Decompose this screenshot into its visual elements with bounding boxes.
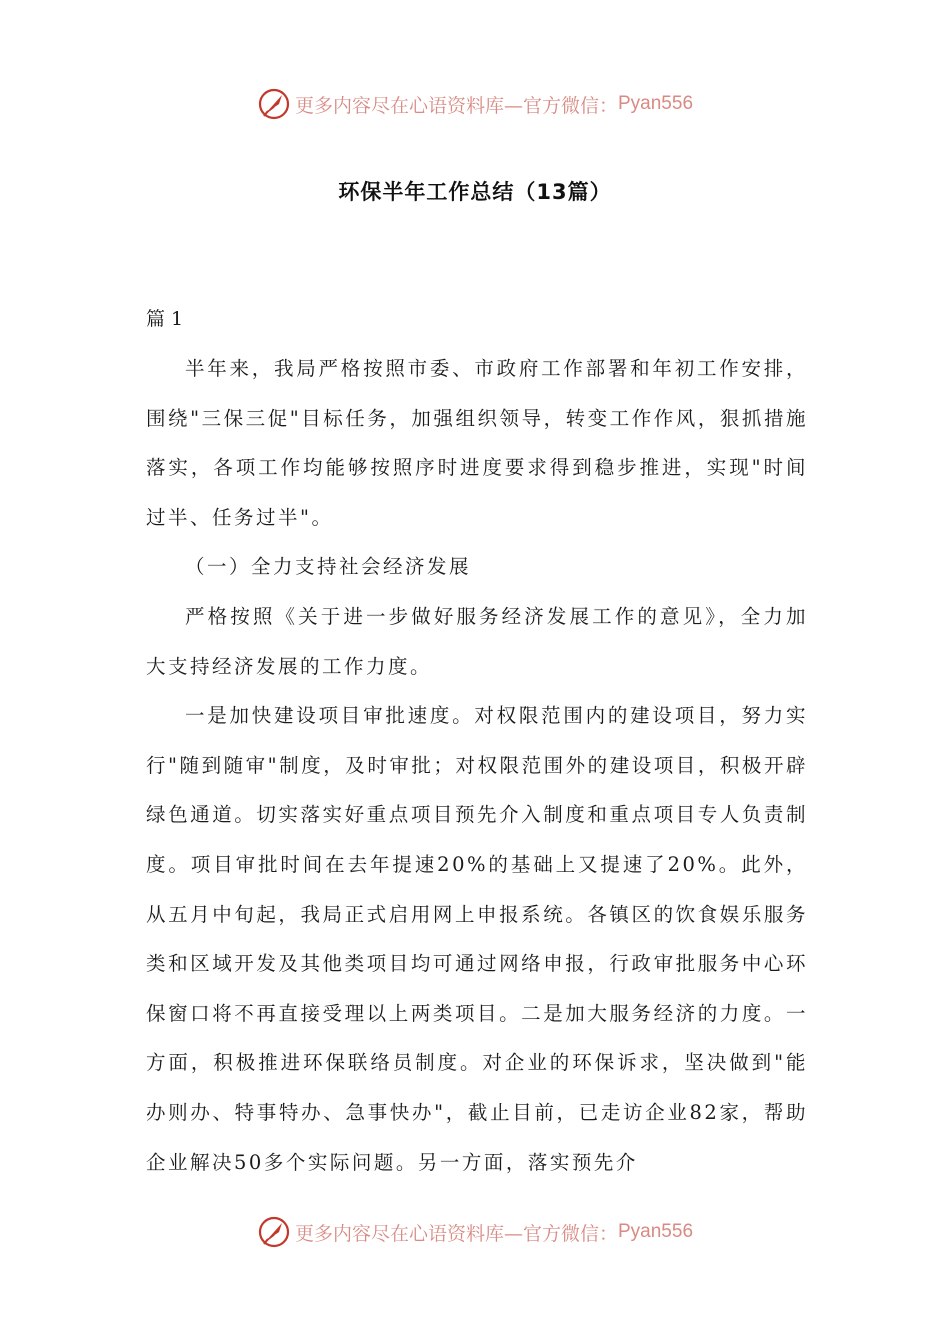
watermark-text: 更多内容尽在心语资料库—官方微信： [294,1222,618,1245]
watermark-id: Pyan556 [618,1221,694,1242]
watermark-id: Pyan556 [618,93,694,114]
section-label: 篇 1 [146,308,184,330]
document-body [146,344,808,1187]
paragraph: 一是加快建设项目审批速度。对权限范围内的建设项目，努力实行"随到随审"制度，及时审批；对权限范围外的建设项目，积极开辟绿色通道。切实落实好重点项目预先介入制度和重点项目专人负责制度。项目审批时间在去年提速20%的基础上又提速了20%。此外，从五月中旬起，我局正式启用网上申报系统。各镇区的饮食娱乐服务类和区域开发及其他类项目均可通过网络申报，行政审批服务中心环保窗口将不再直接受理以上两类项目。二是加大服务经济的力度。一方面，积极推进环保联络员制度。对企业的环保诉求，坚决做到"能办则办、特事特办、急事快办"，截止目前，已走访企业82家，帮助企业解决50多个实际问题。另一方面，落实预先介 [146,704,808,1174]
quill-logo-icon [257,87,291,121]
paragraph: 半年来，我局严格按照市委、市政府工作部署和年初工作安排，围绕"三保三促"目标任务，加强组织领导，转变工作作风，狠抓措施落实，各项工作均能够按照序时进度要求得到稳步推进，实现"时间过半、任务过半"。 [146,357,808,529]
quill-logo-icon [257,1215,291,1249]
document-title: 环保半年工作总结（13篇） [338,180,612,204]
watermark-text: 更多内容尽在心语资料库—官方微信： [294,94,618,117]
header-watermark [0,84,950,124]
paragraph: 严格按照《关于进一步做好服务经济发展工作的意见》，全力加大支持经济发展的工作力度。 [146,604,808,678]
paragraph-heading: （一）全力支持社会经济发展 [185,555,472,579]
footer-watermark [0,1212,950,1252]
